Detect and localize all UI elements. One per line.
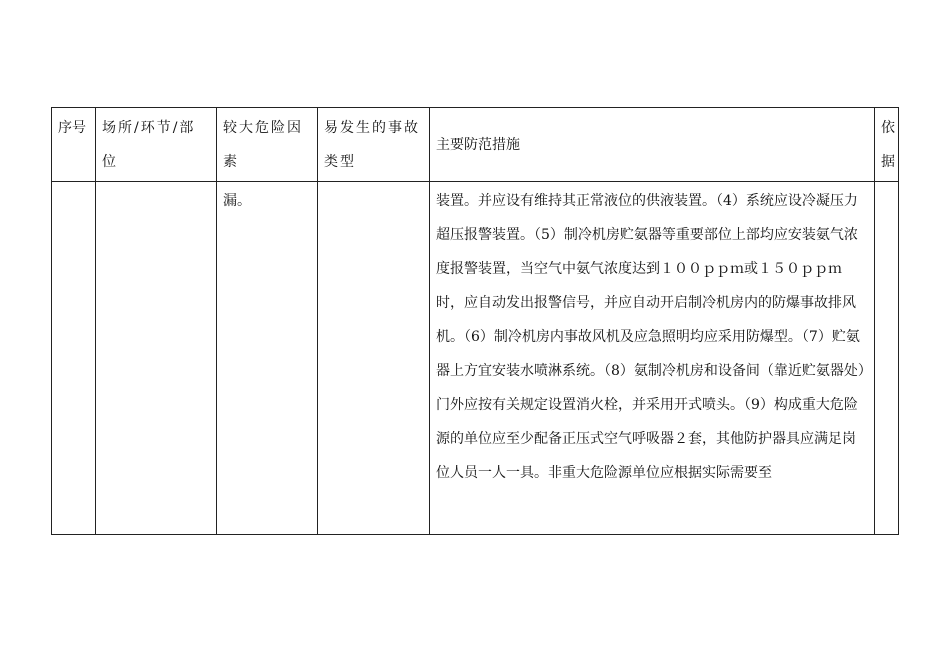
header-accident-type <box>318 108 430 182</box>
table-row <box>52 182 899 535</box>
header-location-text: 场所/环节/部位 <box>102 120 196 170</box>
header-seq <box>52 108 96 182</box>
header-hazard <box>217 108 318 182</box>
row-accident-type <box>318 182 430 535</box>
row-location <box>96 182 217 535</box>
header-measures-text: 主要防范措施 <box>436 136 520 153</box>
header-basis-text: 依据 <box>881 120 895 170</box>
row-basis <box>875 182 899 535</box>
header-hazard-text: 较大危险因素 <box>223 120 303 170</box>
hazard-measures-table <box>51 107 899 535</box>
header-basis <box>875 108 899 182</box>
row-measures <box>430 182 875 535</box>
header-measures <box>430 108 875 182</box>
row-measures-text: 装置。并应设有维持其正常液位的供液装置。（4）系统应设冷凝压力超压报警装置。（5）制冷机房贮氨器等重要部位上部均应安装氨气浓度报警装置，当空气中氨气浓度达到１００ｐｐｍ或１５０ｐｐｍ时，应自动发出报警信号，并应自动开启制冷机房内的防爆事故排风机。（6）制冷机房内事故风机及应急照明均应采用防爆型。（7）贮氨器上方宜安装水喷淋系统。（8）氨制冷机房和设备间（靠近贮氨器处）门外应按有关规定设置消火栓，并采用开式喷头。（9）构成重大危险源的单位应至少配备正压式空气呼吸器２套，其他防护器具应满足岗位人员一人一具。非重大危险源单位应根据实际需要至 <box>436 193 865 481</box>
header-seq-text: 序号 <box>58 120 86 136</box>
header-location <box>96 108 217 182</box>
table-header-row <box>52 108 899 182</box>
row-seq <box>52 182 96 535</box>
header-accident-type-text: 易发生的事故类型 <box>324 120 420 170</box>
row-hazard-text: 漏。 <box>223 193 251 209</box>
row-hazard <box>217 182 318 535</box>
